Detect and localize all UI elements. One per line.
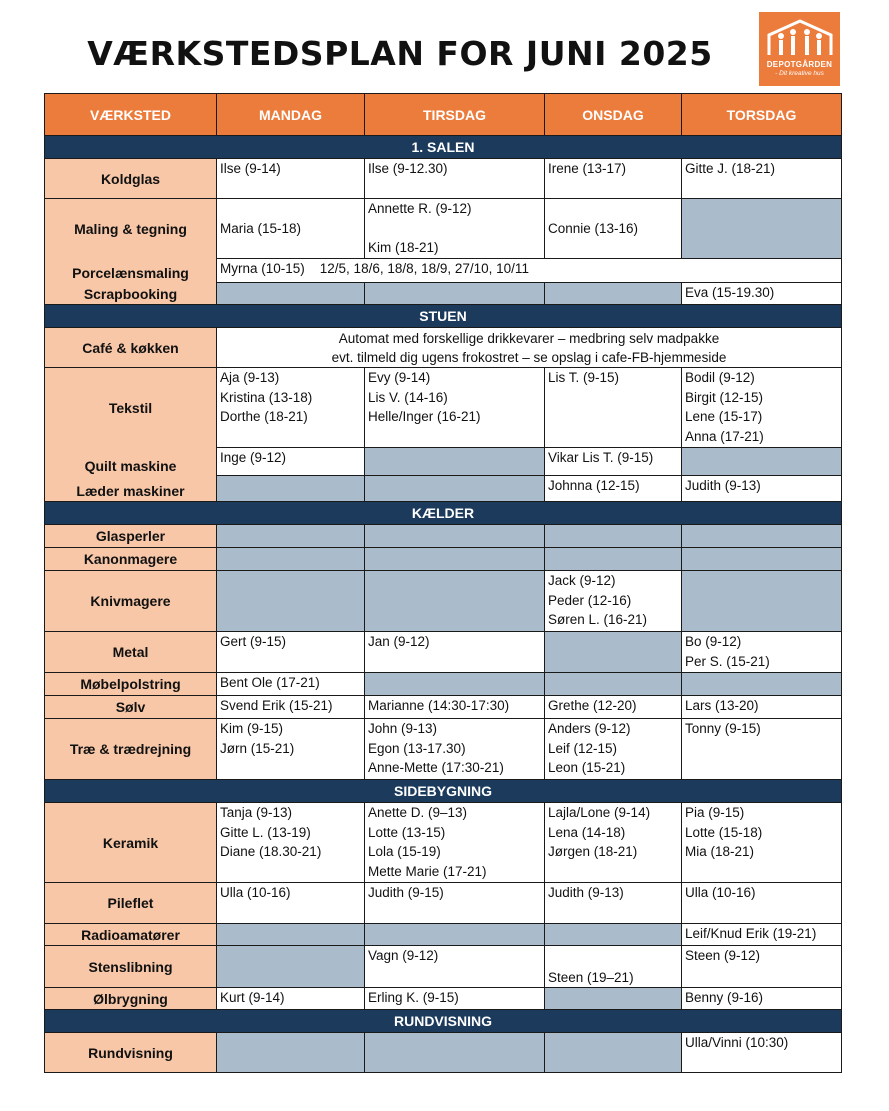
entry-line: Anders (9-12) — [548, 721, 631, 736]
entry-line: Lis V. (14-16) — [368, 389, 448, 405]
cell-mon — [217, 159, 365, 199]
cell-wed — [545, 571, 682, 632]
cell-tue-empty — [365, 673, 545, 696]
entry-line: Kim (18-21) — [368, 240, 439, 255]
cell-wed — [545, 696, 682, 719]
cell-wed-empty — [545, 525, 682, 548]
cell-wed-empty — [545, 548, 682, 571]
label-rundvisning: Rundvisning — [45, 1033, 217, 1073]
entry-line: Benny (9-16) — [685, 990, 764, 1005]
row-knivmagere — [45, 571, 842, 632]
house-icon — [767, 19, 833, 57]
cell-mon — [217, 803, 365, 883]
entry-line: Anette D. (9–13) — [368, 805, 468, 820]
cell-mon-empty — [217, 571, 365, 632]
logo-name: DEPOTGÅRDEN — [766, 60, 833, 69]
page-title: VÆRKSTEDSPLAN FOR JUNI 2025 — [87, 34, 713, 73]
cell-thu — [682, 476, 842, 502]
entry-line: Lola (15-19) — [368, 844, 441, 859]
cell-thu — [682, 988, 842, 1010]
entry-line: Bent Ole (17-21) — [220, 675, 320, 690]
entry-line: Kurt (9-14) — [220, 990, 285, 1005]
cell-cafe-info — [217, 328, 842, 368]
row-olbrygning — [45, 988, 842, 1010]
section-stuen: STUEN — [45, 305, 842, 328]
entry-line: Annette R. (9-12) — [368, 201, 472, 216]
cell-thu-empty — [682, 448, 842, 476]
cell-thu-empty — [682, 571, 842, 632]
cell-tue-empty — [365, 525, 545, 548]
cell-thu-empty — [682, 199, 842, 259]
entry-line: Eva (15-19.30) — [685, 285, 775, 300]
cell-mon — [217, 673, 365, 696]
cell-wed-empty — [545, 988, 682, 1010]
entry-line: Judith (9-15) — [368, 885, 444, 900]
cell-thu — [682, 719, 842, 780]
entry-line: Jack (9-12) — [548, 573, 616, 588]
cell-thu — [682, 946, 842, 988]
cell-mon-empty — [217, 946, 365, 988]
entry-line: Tonny (9-15) — [685, 721, 761, 736]
cell-tue — [365, 803, 545, 883]
row-mobelpolstring — [45, 673, 842, 696]
entry-line: Irene (13-17) — [548, 161, 627, 176]
cell-wed-empty — [545, 283, 682, 305]
cell-tue — [365, 199, 545, 259]
cell-tue-empty — [365, 924, 545, 946]
entry-line: Birgit (12-15) — [685, 389, 764, 405]
row-cafe — [45, 328, 842, 368]
entry-line: Aja (9-13) — [220, 370, 280, 385]
col-header-monday: MANDAG — [217, 94, 365, 136]
entry-line: Vikar Lis T. (9-15) — [548, 450, 654, 465]
cell-wed — [545, 448, 682, 476]
label-solv: Sølv — [45, 696, 217, 719]
row-metal — [45, 632, 842, 673]
logo-tagline: - Dit kreative hus — [775, 70, 824, 77]
cell-mon — [217, 368, 365, 448]
entry-line: Ulla (10-16) — [685, 885, 756, 900]
cell-thu-empty — [682, 525, 842, 548]
entry-line: Tanja (9-13) — [220, 805, 293, 820]
entry-line: Judith (9-13) — [548, 885, 624, 900]
entry-line: Lis T. (9-15) — [548, 370, 620, 385]
entry-line: Mia (18-21) — [685, 844, 755, 859]
label-olbrygning: Ølbrygning — [45, 988, 217, 1010]
label-keramik: Keramik — [45, 803, 217, 883]
cell-wed — [545, 946, 682, 988]
row-porcelaen — [45, 259, 842, 283]
cell-tue — [365, 883, 545, 924]
cell-wed-empty — [545, 632, 682, 673]
cell-mon-empty — [217, 1033, 365, 1073]
cell-mon-empty — [217, 283, 365, 305]
cell-wed-empty — [545, 1033, 682, 1073]
cell-thu — [682, 696, 842, 719]
row-koldglas — [45, 159, 842, 199]
cell-wed — [545, 719, 682, 780]
label-radio: Radioamatører — [45, 924, 217, 946]
label-pileflet: Pileflet — [45, 883, 217, 924]
label-quilt: Quilt maskine — [45, 448, 217, 476]
cell-tue — [365, 988, 545, 1010]
workshop-schedule-table — [44, 93, 842, 1073]
entry-line: Marianne (14:30-17:30) — [368, 698, 510, 713]
cell-mon — [217, 632, 365, 673]
label-scrapbooking: Scrapbooking — [45, 283, 217, 305]
entry-line: Evy (9-14) — [368, 370, 431, 385]
row-maling — [45, 199, 842, 259]
cell-thu — [682, 368, 842, 448]
label-trae: Træ & trædrejning — [45, 719, 217, 780]
cell-thu — [682, 803, 842, 883]
row-laeder — [45, 476, 842, 502]
cell-tue-empty — [365, 571, 545, 632]
entry-line: Automat med forskellige drikkevarer – medbring selv madpakke — [338, 330, 720, 346]
label-koldglas: Koldglas — [45, 159, 217, 199]
cell-thu-empty — [682, 673, 842, 696]
label-tekstil: Tekstil — [45, 368, 217, 448]
row-glasperler — [45, 525, 842, 548]
label-metal: Metal — [45, 632, 217, 673]
entry-line: Gitte L. (13-19) — [220, 824, 311, 840]
entry-line: Steen (9-12) — [685, 948, 761, 963]
cell-tue-empty — [365, 448, 545, 476]
section-salen: 1. SALEN — [45, 136, 842, 159]
cell-tue-empty — [365, 476, 545, 502]
cell-tue — [365, 368, 545, 448]
entry-line: Jan (9-12) — [368, 634, 430, 649]
entry-line: Lena (14-18) — [548, 824, 626, 840]
entry-line: Svend Erik (15-21) — [220, 698, 333, 713]
entry-line: Vagn (9-12) — [368, 948, 439, 963]
label-laeder: Læder maskiner — [45, 476, 217, 502]
entry-line: Ilse (9-14) — [220, 161, 281, 176]
entry-line: Ulla/Vinni (10:30) — [685, 1035, 789, 1050]
label-glasperler: Glasperler — [45, 525, 217, 548]
entry-line: Diane (18.30-21) — [220, 844, 322, 859]
row-stenslibning — [45, 946, 842, 988]
cell-wed — [545, 199, 682, 259]
cell-thu — [682, 632, 842, 673]
cell-mon-empty — [217, 548, 365, 571]
cell-thu — [682, 883, 842, 924]
entry-line: Jørn (15-21) — [220, 740, 295, 756]
cell-tue — [365, 719, 545, 780]
label-maling: Maling & tegning — [45, 199, 217, 259]
entry-line: Johnna (12-15) — [548, 478, 640, 493]
cell-thu-empty — [682, 548, 842, 571]
cell-tue — [365, 946, 545, 988]
label-kanonmagere: Kanonmagere — [45, 548, 217, 571]
col-header-tuesday: TIRSDAG — [365, 94, 545, 136]
entry-line: Erling K. (9-15) — [368, 990, 459, 1005]
section-rundvisning: RUNDVISNING — [45, 1010, 842, 1033]
entry-line: Søren L. (16-21) — [548, 612, 648, 627]
row-quilt — [45, 448, 842, 476]
entry-line: Gitte J. (18-21) — [685, 161, 776, 176]
cell-mon-empty — [217, 476, 365, 502]
cell-thu — [682, 283, 842, 305]
cell-wed — [545, 159, 682, 199]
cell-tue-empty — [365, 1033, 545, 1073]
cell-mon — [217, 448, 365, 476]
section-kaelder: KÆLDER — [45, 502, 842, 525]
label-porcelaen: Porcelænsmaling — [45, 259, 217, 283]
entry-line: Maria (15-18) — [220, 220, 302, 236]
entry-line: Egon (13-17.30) — [368, 740, 466, 756]
row-pileflet — [45, 883, 842, 924]
cell-wed-empty — [545, 924, 682, 946]
entry-line: Leif (12-15) — [548, 740, 618, 756]
label-cafe: Café & køkken — [45, 328, 217, 368]
col-header-thursday: TORSDAG — [682, 94, 842, 136]
entry-line: Mette Marie (17-21) — [368, 863, 487, 879]
cell-wed — [545, 368, 682, 448]
label-knivmagere: Knivmagere — [45, 571, 217, 632]
cell-thu — [682, 924, 842, 946]
row-radio — [45, 924, 842, 946]
cell-mon — [217, 696, 365, 719]
header-row — [45, 94, 842, 136]
cell-mon — [217, 199, 365, 259]
entry-line: Kim (9-15) — [220, 721, 284, 736]
entry-line: Bo (9-12) — [685, 634, 742, 649]
cell-wed — [545, 476, 682, 502]
cell-tue-empty — [365, 548, 545, 571]
cell-wed — [545, 803, 682, 883]
cell-mon-empty — [217, 525, 365, 548]
col-header-workshop: VÆRKSTED — [45, 94, 217, 136]
entry-line: Lene (15-17) — [685, 409, 763, 424]
entry-line: Peder (12-16) — [548, 592, 632, 608]
entry-line: Anne-Mette (17:30-21) — [368, 760, 504, 775]
cell-thu — [682, 159, 842, 199]
cell-mon-empty — [217, 924, 365, 946]
cell-wed — [545, 883, 682, 924]
entry-line: Bodil (9-12) — [685, 370, 755, 385]
entry-line: Ulla (10-16) — [220, 885, 291, 900]
cell-wed-empty — [545, 673, 682, 696]
label-mobelpolstring: Møbelpolstring — [45, 673, 217, 696]
entry-line: Dorthe (18-21) — [220, 409, 308, 424]
label-stenslibning: Stenslibning — [45, 946, 217, 988]
cell-thu — [682, 1033, 842, 1073]
entry-line: Per S. (15-21) — [685, 653, 770, 669]
entry-line: evt. tilmeld dig ugens frokostret – se opslag i cafe-FB-hjemmeside — [331, 349, 727, 365]
col-header-wednesday: ONSDAG — [545, 94, 682, 136]
row-trae — [45, 719, 842, 780]
entry-line: Helle/Inger (16-21) — [368, 409, 481, 424]
entry-line: Grethe (12-20) — [548, 698, 637, 713]
cell-tue — [365, 632, 545, 673]
entry-line: Pia (9-15) — [685, 805, 745, 820]
entry-line: John (9-13) — [368, 721, 438, 736]
section-sidebygning: SIDEBYGNING — [45, 780, 842, 803]
entry-line: Kristina (13-18) — [220, 389, 313, 405]
entry-line: Gert (9-15) — [220, 634, 287, 649]
cell-mon — [217, 988, 365, 1010]
entry-line: Leon (15-21) — [548, 760, 626, 775]
cell-mon — [217, 719, 365, 780]
row-tekstil — [45, 368, 842, 448]
entry-line: Steen (19–21) — [548, 969, 634, 985]
entry-line: Inge (9-12) — [220, 450, 287, 465]
entry-line: Lotte (13-15) — [368, 824, 446, 840]
cell-tue-empty — [365, 283, 545, 305]
cell-porcelaen-dates: Myrna (10-15) 12/5, 18/6, 18/8, 18/9, 27/10, 10/11 — [217, 259, 842, 283]
row-keramik — [45, 803, 842, 883]
entry-line: Lotte (15-18) — [685, 824, 763, 840]
entry-line — [368, 219, 541, 239]
row-kanonmagere — [45, 548, 842, 571]
entry-line: Anna (17-21) — [685, 428, 764, 444]
entry-line: Leif/Knud Erik (19-21) — [685, 926, 817, 941]
cell-mon — [217, 883, 365, 924]
depotgaarden-logo — [759, 12, 840, 86]
cell-tue — [365, 696, 545, 719]
entry-line: Ilse (9-12.30) — [368, 161, 448, 176]
entry-line: Connie (13-16) — [548, 220, 639, 236]
row-scrapbooking — [45, 283, 842, 305]
cell-tue — [365, 159, 545, 199]
entry-line: Judith (9-13) — [685, 478, 761, 493]
entry-line: Lars (13-20) — [685, 698, 759, 713]
row-solv — [45, 696, 842, 719]
entry-line: Jørgen (18-21) — [548, 844, 638, 859]
entry-line: Lajla/Lone (9-14) — [548, 805, 651, 820]
row-rundvisning — [45, 1033, 842, 1073]
